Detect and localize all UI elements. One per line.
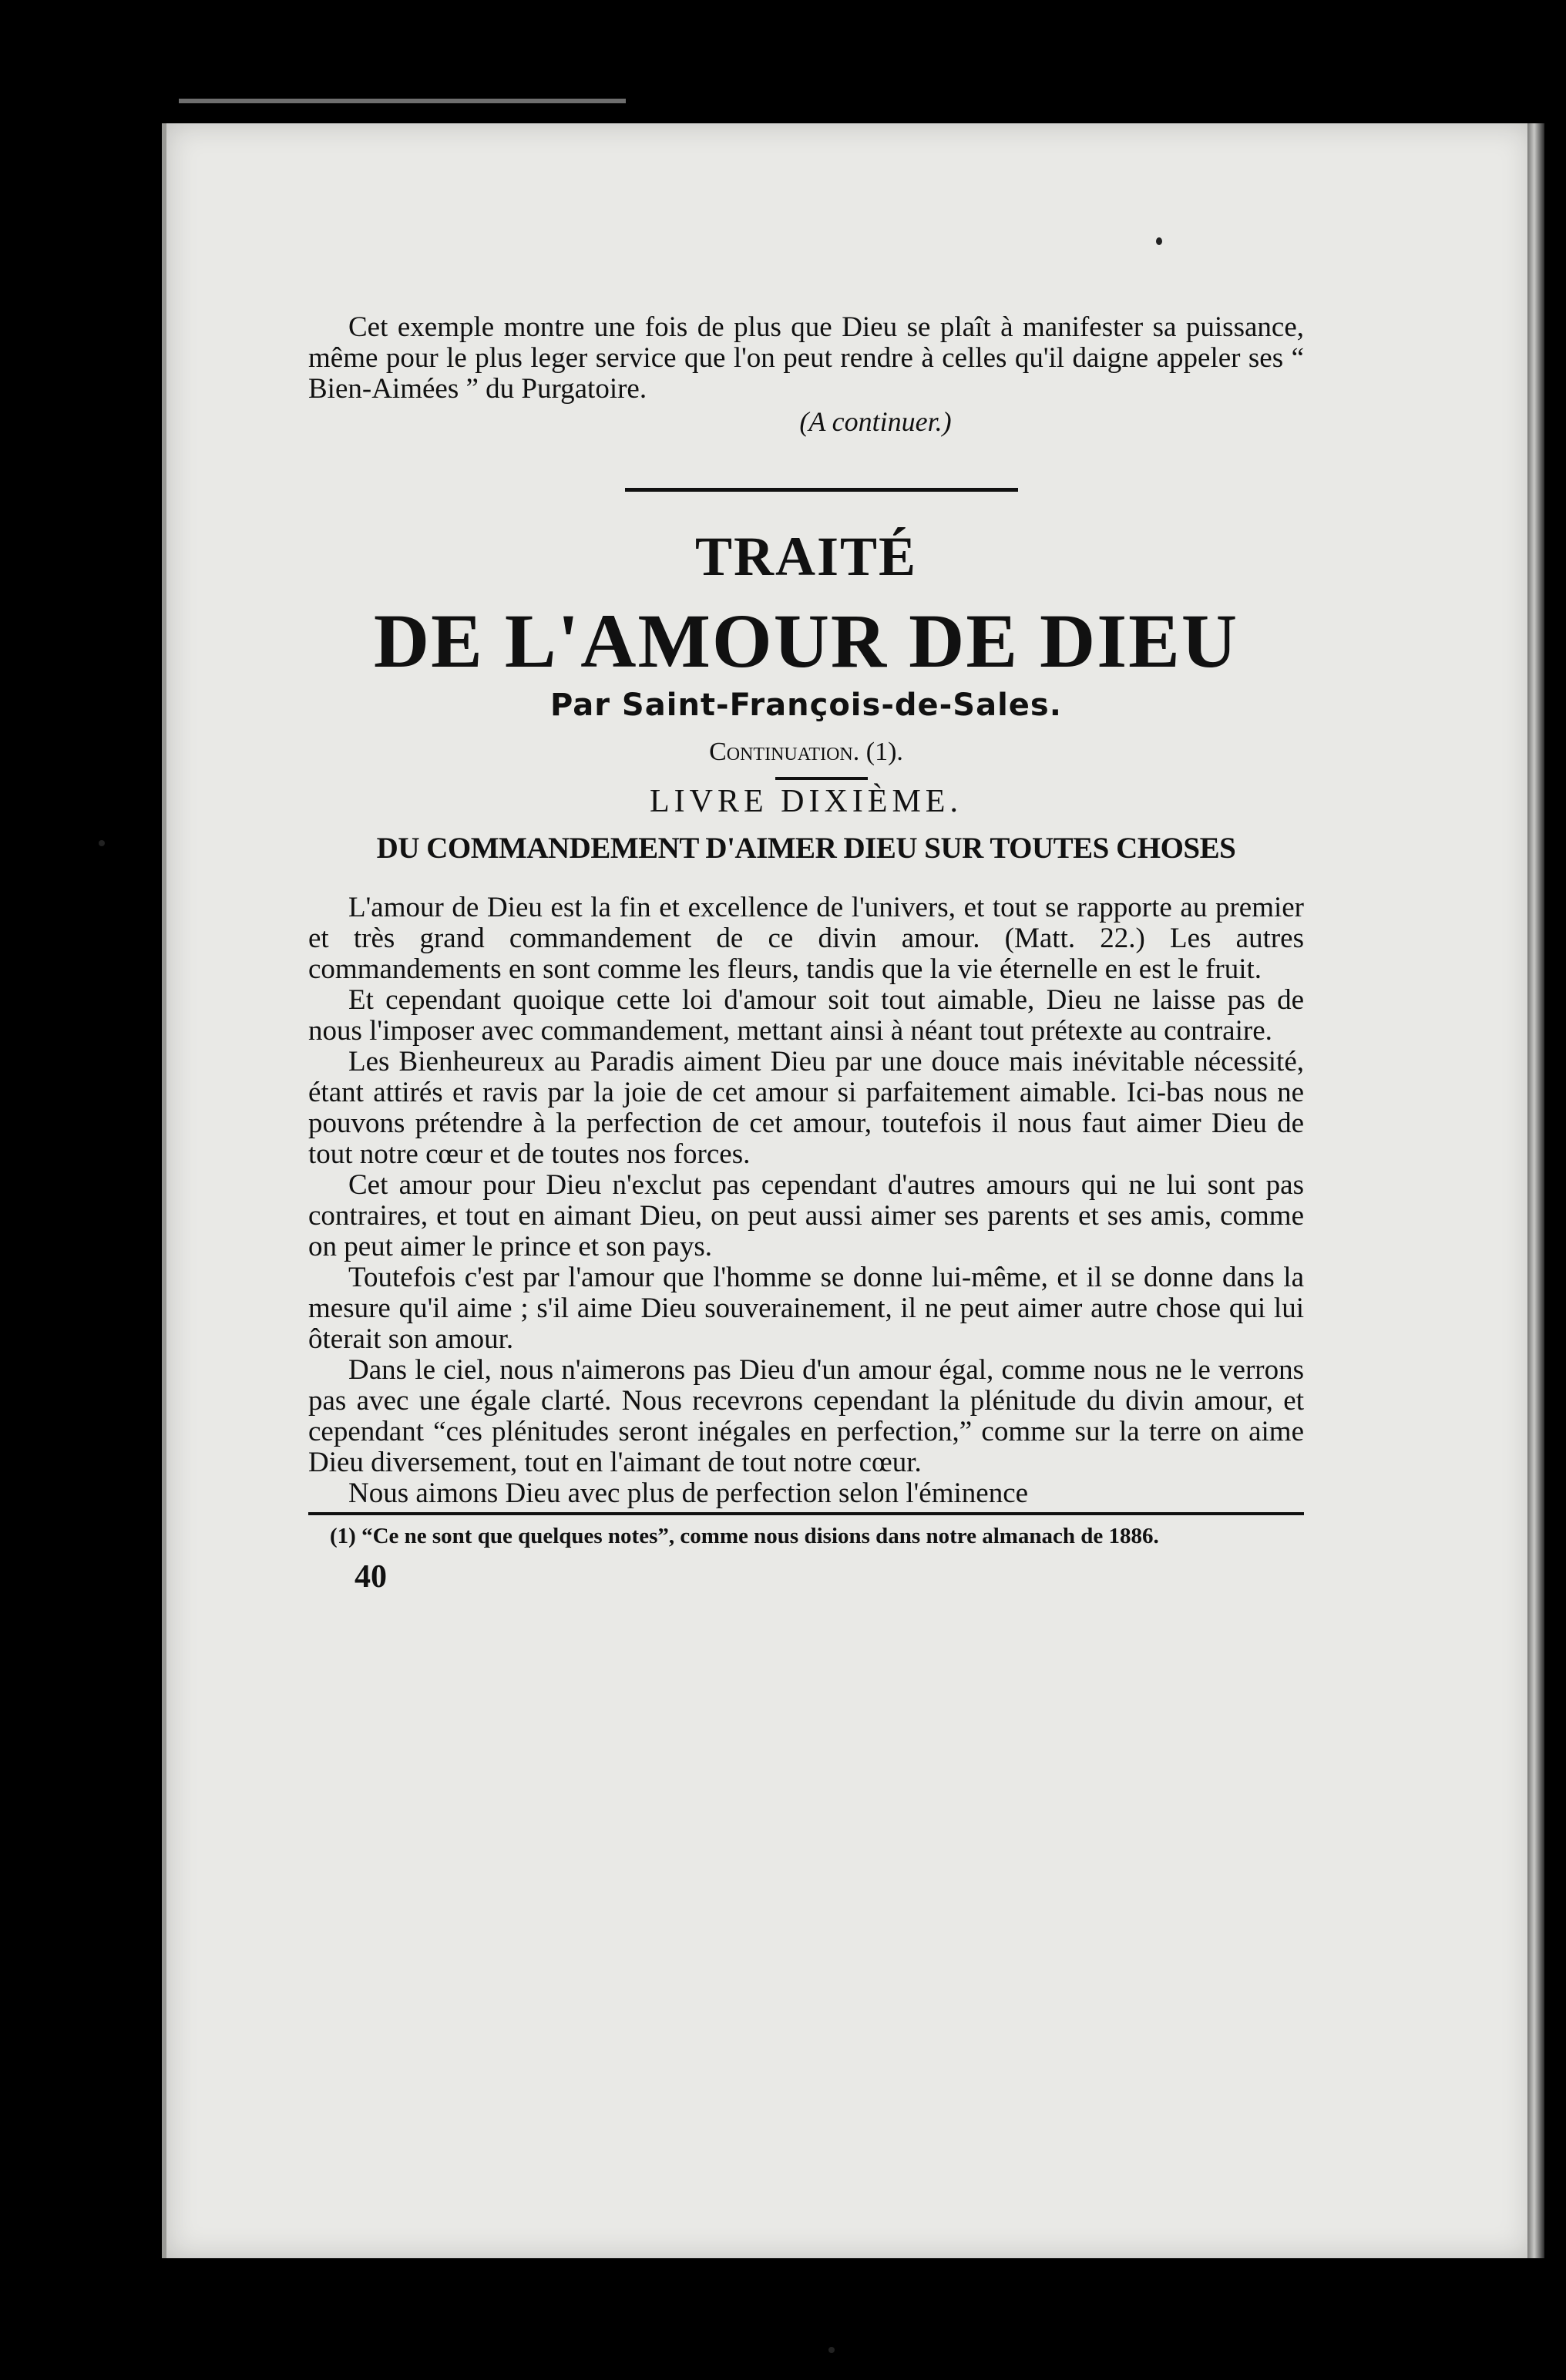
speck bbox=[828, 2347, 835, 2353]
small-divider bbox=[775, 777, 868, 780]
page-edge-shadow bbox=[1527, 123, 1544, 2258]
body-paragraph: Nous aimons Dieu avec plus de perfection selon l'éminence bbox=[348, 1477, 1029, 1509]
text-column bbox=[308, 311, 1304, 1595]
footnote-text: (1) “Ce ne sont que quelques notes”, comme nous disions dans notre almanach de 1886. bbox=[330, 1524, 1159, 1548]
heading-traite: TRAITÉ bbox=[694, 526, 918, 587]
body-paragraph: Et cependant quoique cette loi d'amour soit tout aimable, Dieu ne laisse pas de nous l'imposer avec commandement, mettant ainsi à néant tout prétexte au contraire. bbox=[308, 984, 1304, 1047]
body-text bbox=[308, 892, 1304, 1509]
heading-livre: LIVRE DIXIÈME. bbox=[650, 784, 963, 819]
heading-author: Par Saint-François-de-Sales. bbox=[550, 687, 1062, 723]
body-paragraph: Cet amour pour Dieu n'exclut pas cependant d'autres amours qui ne lui sont pas contraires, et tout en aimant Dieu, on peut aussi aimer ses parents et ses amis, comme on peut aimer le prince et son pays. bbox=[308, 1169, 1304, 1262]
body-paragraph: Toutefois c'est par l'amour que l'homme se donne lui-même, et il se donne dans la mesure qu'il aime ; s'il aime Dieu souverainement, il ne peut aimer autre chose qui lui ôterait son amour. bbox=[308, 1262, 1304, 1355]
speck bbox=[1156, 237, 1162, 245]
intro-paragraph: Cet exemple montre une fois de plus que Dieu se plaît à manifester sa puissance, même pour le plus leger service que l'on peut rendre à celles qu'il daigne appeler ses “ Bien-Aimées ” du Purgatoire. bbox=[308, 311, 1304, 405]
footnote-divider bbox=[308, 1512, 1304, 1515]
speck bbox=[99, 840, 105, 846]
scan-top-strip bbox=[179, 99, 626, 103]
footnote bbox=[308, 1523, 1304, 1549]
chapter-heading: DU COMMANDEMENT D'AIMER DIEU SUR TOUTES CHOSES bbox=[376, 832, 1236, 865]
heading-title: DE L'AMOUR DE DIEU bbox=[373, 598, 1239, 684]
body-paragraph: Les Bienheureux au Paradis aiment Dieu par une douce mais inévitable nécessité, étant attirés et ravis par la joie de cet amour si parfaitement aimable. Ici-bas nous ne pouvons prétendre à la perfection de cet amour, toutefois il nous faut aimer Dieu de tout notre cœur et de toutes nos forces. bbox=[308, 1046, 1304, 1170]
heading-continuation: Continuation. (1). bbox=[709, 738, 903, 766]
body-paragraph: Dans le ciel, nous n'aimerons pas Dieu d'un amour égal, comme nous ne le verrons pas avec une égale clarté. Nous recevrons cependant la plénitude du divin amour, et cependant “ces plénitudes seront inégales en perfection,” comme sur la terre on aime Dieu diversement, tout en l'aimant de tout notre cœur. bbox=[308, 1354, 1304, 1478]
a-continuer-note: (A continuer.) bbox=[799, 406, 952, 437]
body-paragraph: L'amour de Dieu est la fin et excellence de l'univers, et tout se rapporte au premier et très grand commandement de ce divin amour. (Matt. 22.) Les autres commandements en sont comme les fleurs, tandis que la vie éternelle en est le fruit. bbox=[308, 892, 1304, 985]
page-number: 40 bbox=[355, 1559, 387, 1595]
section-divider bbox=[625, 488, 1018, 492]
